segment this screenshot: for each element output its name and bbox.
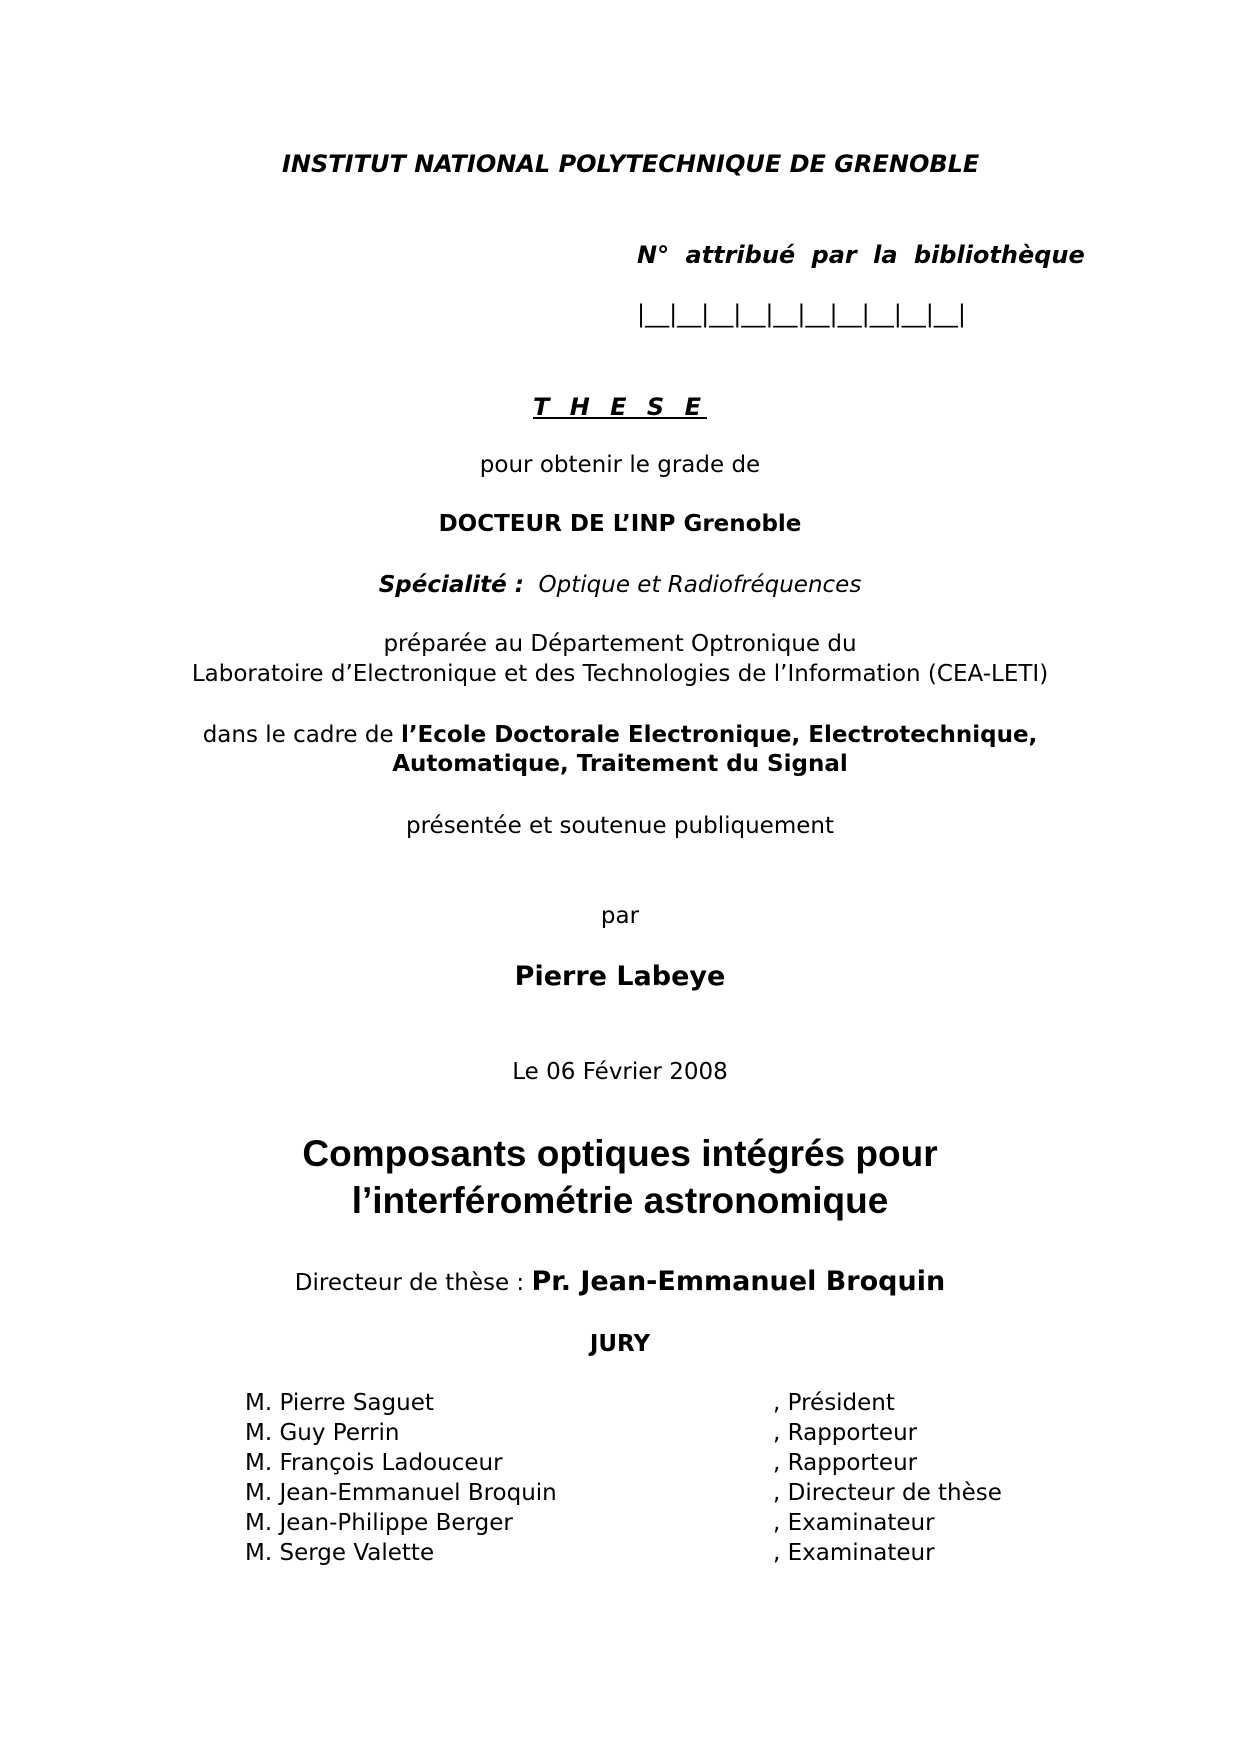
jury-title: JURY: [589, 1331, 651, 1357]
thesis-director: [0, 1266, 1240, 1297]
author-name: Pierre Labeye: [514, 961, 726, 992]
thesis-title-line-2: l’interférométrie astronomique: [351, 1180, 889, 1221]
jury-row: [245, 1420, 1065, 1450]
jury-member-name: M. Jean-Philippe Berger: [245, 1510, 513, 1536]
library-number-label: N° attribué par la bibliothèque: [637, 241, 1085, 269]
director-name: Pr. Jean-Emmanuel Broquin: [531, 1266, 946, 1297]
speciality: [0, 572, 1240, 598]
jury-member-role: , Examinateur: [773, 1510, 935, 1536]
institute-name: INSTITUT NATIONAL POLYTECHNIQUE DE GRENOBLE: [282, 150, 980, 178]
thesis-title-line-1: Composants optiques intégrés pour: [302, 1133, 938, 1174]
doctoral-school-name: l’Ecole Doctorale Electronique, Electrotechnique,: [400, 722, 1038, 748]
prepared-line-1: préparée au Département Optronique du: [383, 631, 857, 657]
jury-member-role: , Examinateur: [773, 1540, 935, 1566]
doctoral-school-line-2: Automatique, Traitement du Signal: [392, 751, 848, 777]
jury-member-role: , Rapporteur: [773, 1420, 918, 1446]
director-label: Directeur de thèse :: [294, 1270, 532, 1296]
jury-member-name: M. François Ladouceur: [245, 1450, 503, 1476]
doctoral-school-line-1: [0, 722, 1240, 748]
grade-intro: pour obtenir le grade de: [479, 452, 761, 478]
jury-member-name: M. Guy Perrin: [245, 1420, 400, 1446]
document-type-text: T H E S E: [533, 393, 707, 421]
doctoral-school-prefix: dans le cadre de: [202, 722, 401, 748]
defense-date: Le 06 Février 2008: [512, 1059, 728, 1085]
jury-member-role: , Directeur de thèse: [773, 1480, 1002, 1506]
library-number-boxes: |__|__|__|__|__|__|__|__|__|__|: [637, 300, 966, 328]
jury-member-name: M. Serge Valette: [245, 1540, 435, 1566]
degree-grade: DOCTEUR DE L’INP Grenoble: [438, 511, 802, 537]
by-text: par: [600, 903, 640, 929]
jury-row: [245, 1450, 1065, 1480]
jury-member-name: M. Jean-Emmanuel Broquin: [245, 1480, 557, 1506]
speciality-label: Spécialité :: [378, 572, 524, 598]
jury-member-name: M. Pierre Saguet: [245, 1390, 434, 1416]
document-type: [0, 393, 1240, 421]
jury-row: [245, 1390, 1065, 1420]
jury-list: [245, 1390, 1065, 1570]
presented-text: présentée et soutenue publiquement: [406, 813, 834, 839]
jury-row: [245, 1510, 1065, 1540]
speciality-value: Optique et Radiofréquences: [538, 572, 862, 598]
jury-row: [245, 1480, 1065, 1510]
prepared-line-2: Laboratoire d’Electronique et des Technologies de l’Information (CEA-LETI): [191, 661, 1049, 687]
jury-row: [245, 1540, 1065, 1570]
jury-member-role: , Rapporteur: [773, 1450, 918, 1476]
jury-member-role: , Président: [773, 1390, 895, 1416]
